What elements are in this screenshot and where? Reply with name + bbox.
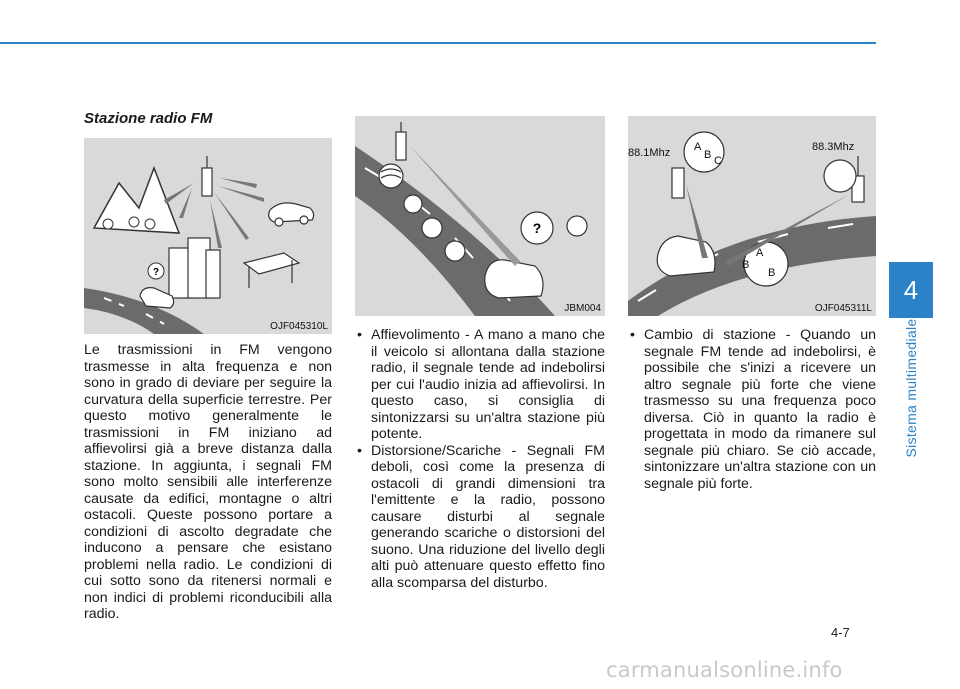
letter-a: A — [694, 141, 702, 153]
chapter-number: 4 — [903, 274, 919, 305]
frequency-label-right: 88.3Mhz — [812, 141, 855, 153]
fm-transmission-illustration — [84, 138, 332, 334]
bullet-distortion: • Distorsione/Scariche - Segnali FM deboli, così come la presenza di ostacoli di grandi dimensioni tra l'emittente e la radio, possono causare disturbi al segnale generando scariche o distorsioni del suono. Una riduzione del livello degli alti può attenuare questo effetto fino alla scomparsa del disturbo. — [355, 443, 605, 592]
letter-b-3: B — [768, 267, 776, 279]
text-column-station-swap — [628, 327, 876, 492]
section-title: Stazione radio FM — [84, 110, 213, 127]
letter-b: B — [704, 149, 712, 161]
text-column-bullets — [355, 327, 605, 591]
chapter-label: Sistema multimediale — [903, 318, 919, 458]
letter-c: C — [714, 155, 722, 167]
watermark: carmanualsonline.info — [606, 658, 843, 682]
figure-code: OJF045311L — [814, 303, 872, 314]
fig2-question-marker: ? — [532, 220, 542, 236]
header-rule — [0, 42, 876, 44]
bullet-station-swap: • Cambio di stazione - Quando un segnale FM tende ad indebolirsi, è possibile che s'inizi a ricevere un altro segnale più forte che viene trasmesso su una frequenza poco diversa. Ciò in quanto la radio è progettata in modo da rimanere sul segnale più chiaro. Se ciò accade, sintonizzare un'altra stazione con un segnale più forte. — [628, 327, 876, 492]
page-number: 4-7 — [831, 625, 850, 640]
text-column-intro — [84, 342, 332, 623]
fig1-question-marker: ? — [152, 267, 160, 278]
station-swap-illustration — [628, 116, 876, 316]
chapter-label-container — [889, 318, 933, 458]
figure-code: JBM004 — [564, 303, 601, 314]
letter-b-2: B — [742, 259, 750, 271]
figure-fading — [355, 116, 605, 316]
bullet-fading: • Affievolimento - A mano a mano che il veicolo si allontana dalla stazione radio, il segnale tende ad indebolirsi per cui l'audio inizia ad affievolirsi. In questo caso, si consiglia di sintonizzarsi su un'altra stazione più potente. — [355, 327, 605, 443]
figure-fm-transmission — [84, 138, 332, 334]
fading-illustration — [355, 116, 605, 316]
figure-station-swap — [628, 116, 876, 316]
intro-paragraph: Le trasmissioni in FM vengono trasmesse in alta frequenza e non sono in grado di deviare per seguire la curvatura della superficie terrestre. Per questo motivo generalmente le trasmissioni in FM iniziano ad affievolirsi già a breve distanza dalla stazione. In aggiunta, i segnali FM sono molto sensibili alle interferenze causate da edifici, montagne o altri ostacoli. Queste possono portare a condizioni di ascolto degradate che inducono a pensare che esistano problemi nella radio. Le condizioni di cui sotto sono da ritenersi normali e non indici di problemi riconducibili alla radio. — [84, 342, 332, 622]
letter-a-2: A — [756, 247, 764, 259]
figure-code: OJF045310L — [270, 321, 328, 332]
chapter-tab[interactable] — [889, 262, 933, 318]
frequency-label-left: 88.1Mhz — [628, 147, 671, 159]
